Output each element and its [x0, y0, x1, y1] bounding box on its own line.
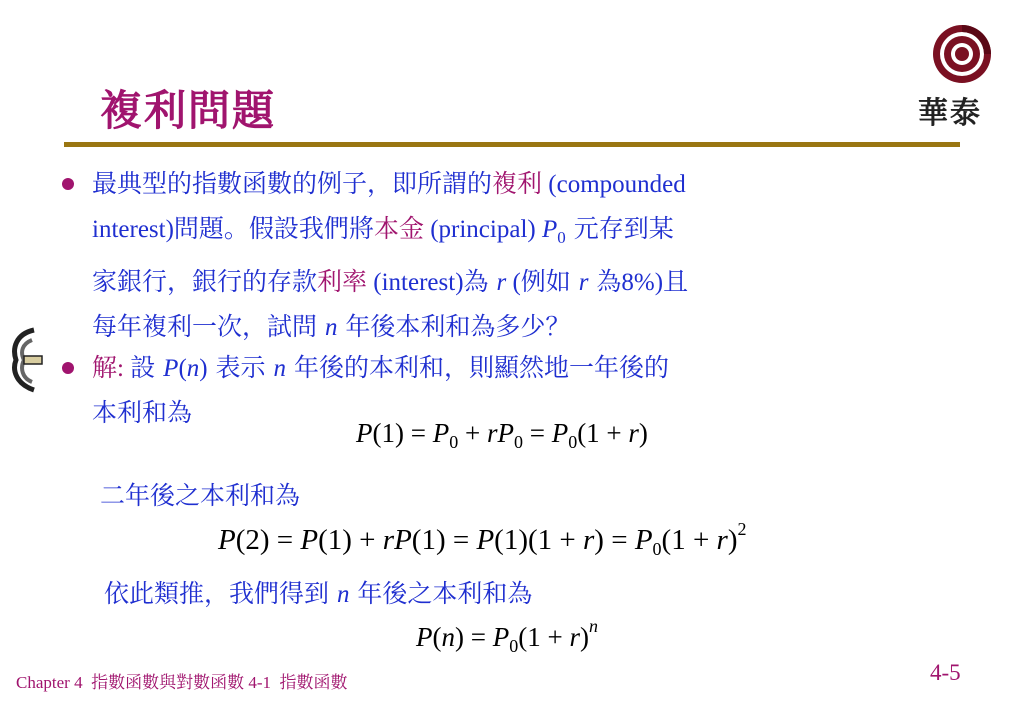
bullet-1-line-2 — [92, 207, 972, 260]
eq-subscript: 0 — [449, 432, 459, 452]
text-run: (interest) — [367, 269, 464, 296]
eq-term: (1) = — [372, 418, 433, 448]
subscript: 0 — [557, 228, 566, 247]
eq-subscript: 0 — [513, 432, 523, 452]
var-n: n — [324, 314, 338, 341]
eq-term: (1 + — [661, 524, 717, 556]
eq-term: P — [416, 622, 433, 652]
eq-term: rP — [382, 524, 412, 556]
var-r: r — [578, 269, 589, 296]
eq-term: P — [492, 622, 510, 652]
eq-subscript: 0 — [568, 432, 578, 452]
eq-term: P — [634, 524, 653, 556]
var-p: P — [163, 355, 179, 382]
brand-swirl-logo-icon — [930, 22, 994, 86]
bullet-1-line-4 — [92, 305, 972, 350]
eq-term: ) — [727, 524, 738, 556]
text-run: 為 — [463, 267, 497, 296]
eq-term: = — [522, 418, 552, 448]
eq-term: + — [458, 418, 487, 448]
eq-term: ) = — [455, 622, 493, 652]
eq-term: r — [569, 622, 580, 652]
text-run: 依此類推，我們得到 — [104, 579, 337, 608]
eq-term: ( — [432, 622, 442, 652]
text-run: 為 — [588, 267, 622, 296]
var-r: r — [496, 269, 507, 296]
text-run: ( — [178, 355, 187, 382]
eq-term: P — [218, 524, 236, 556]
text-run: 年後之本利和為 — [349, 579, 533, 608]
eq-term: ) — [579, 622, 589, 652]
var-n: n — [273, 355, 287, 382]
generalization-caption — [104, 572, 532, 617]
eq-term: (1 + — [518, 622, 570, 652]
bullet-1-paragraph — [92, 162, 972, 350]
eq-term: (1 + — [577, 418, 629, 448]
brand-name: 華泰 — [918, 96, 982, 131]
bullet-2-line-2: 本利和為 — [92, 398, 193, 427]
var-n: n — [186, 355, 200, 382]
text-run: ( — [506, 269, 521, 296]
page-number: 4-5 — [930, 660, 961, 685]
footer-chapter-title: 指數函數與對數函數 — [91, 673, 245, 692]
eq-term: r — [716, 524, 728, 556]
equation-two-year — [218, 519, 747, 559]
title-underline — [64, 142, 960, 147]
var-p: P — [541, 216, 558, 243]
text-run: 元存到某 — [565, 214, 674, 243]
text-run: 家銀行，銀行的存款 — [92, 267, 318, 296]
bullet-2-line-1 — [92, 346, 972, 391]
equation-one-year — [356, 418, 648, 452]
text-run: 表示 — [207, 353, 274, 382]
term-principal: 本金 — [373, 214, 424, 243]
text-run: 問題。假設我們將 — [173, 214, 374, 243]
text-run: 例如 — [520, 267, 579, 296]
eq-term: (1)(1 + — [494, 524, 583, 556]
side-scroll-icon[interactable] — [6, 326, 46, 394]
eq-term: (1) = — [411, 524, 477, 556]
eq-term: P — [432, 418, 450, 448]
eq-term: P — [551, 418, 569, 448]
var-n: n — [336, 581, 350, 608]
text-run: 每年複利一次，試問 — [92, 312, 325, 341]
text-run: 年後的本利和，則顯然地一年後的 — [286, 353, 669, 382]
eq-term: ) = — [594, 524, 635, 556]
eq-subscript: 0 — [509, 636, 519, 656]
text-run: ) — [199, 355, 208, 382]
eq-term: P — [356, 418, 373, 448]
eq-subscript: 0 — [652, 539, 662, 559]
eq-term: r — [628, 418, 639, 448]
bullet-dot-icon — [62, 178, 74, 190]
term-interest-rate: 利率 — [317, 267, 368, 296]
eq-term: (2) = — [235, 524, 301, 556]
term-compound-interest: 複利 — [492, 169, 543, 198]
bullet-dot-icon — [62, 362, 74, 374]
footer-section: 4-1 — [248, 673, 271, 692]
text-run: interest) — [92, 216, 174, 243]
slide-footer — [16, 668, 348, 693]
solution-label: 解 — [92, 353, 118, 382]
eq-term: ) — [638, 418, 648, 448]
text-run: 且 — [663, 267, 689, 296]
text-run: 8%) — [621, 269, 664, 296]
eq-exponent: n — [588, 616, 598, 636]
eq-term: r — [583, 524, 595, 556]
text-run: (principal) — [423, 216, 542, 243]
text-run: 設 — [130, 353, 164, 382]
bullet-1-line-3 — [92, 260, 972, 305]
eq-term: P — [300, 524, 319, 556]
bullet-1-line-1 — [92, 162, 972, 207]
text-run: 最典型的指數函數的例子，即所謂的 — [92, 169, 493, 198]
eq-term: n — [441, 622, 455, 652]
footer-chapter: Chapter 4 — [16, 673, 83, 692]
text-run: 年後本利和為多少？ — [337, 312, 571, 341]
two-year-caption: 二年後之本利和為 — [100, 481, 301, 510]
text-run: : — [117, 355, 131, 382]
footer-section-title: 指數函數 — [279, 673, 348, 692]
eq-term: rP — [486, 418, 514, 448]
eq-term: P — [476, 524, 495, 556]
equation-n-years — [416, 616, 598, 656]
text-run: (compounded — [542, 171, 686, 198]
eq-exponent: 2 — [737, 519, 747, 539]
slide-title: 複利問題 — [100, 86, 277, 135]
eq-term: (1) + — [318, 524, 383, 556]
